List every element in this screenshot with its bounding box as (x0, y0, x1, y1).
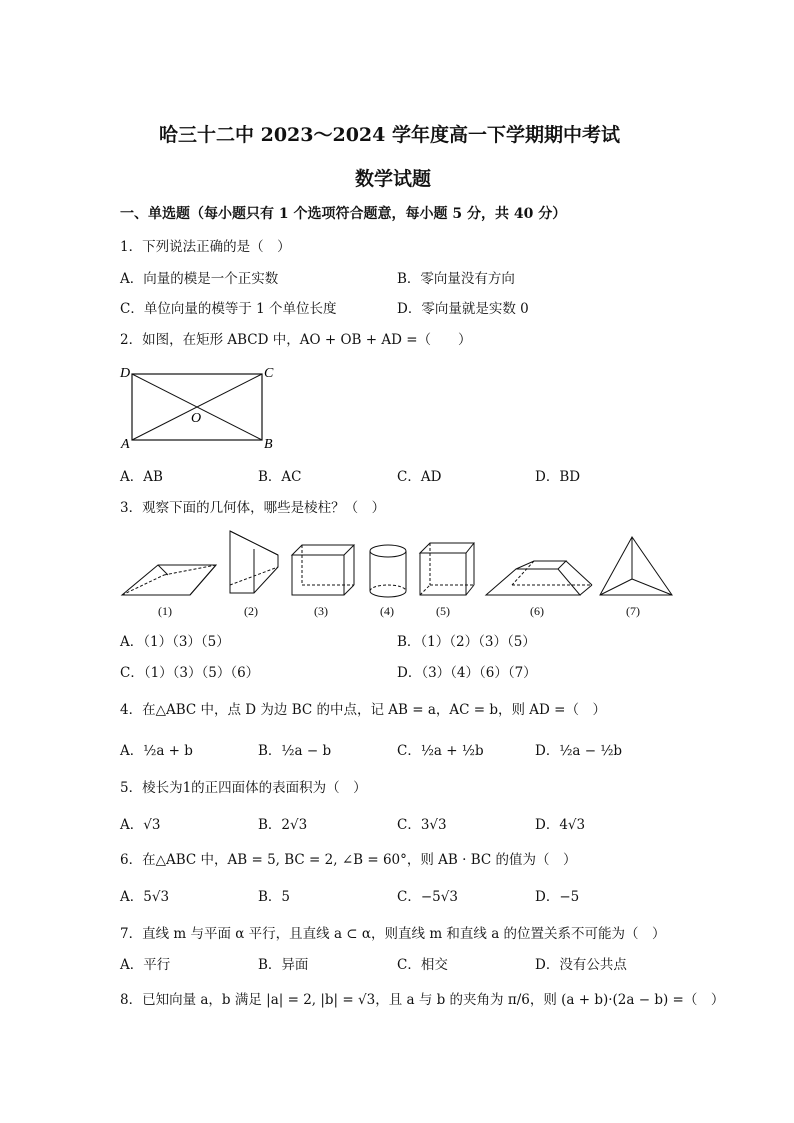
label-o: O (191, 411, 202, 426)
q6-option-a: A．5√3 (120, 889, 170, 905)
q7-stem: 7．直线 m 与平面 α 平行，且直线 a ⊂ α，则直线 m 和直线 a 的位置关系不可能为（ ） (120, 926, 666, 942)
q5-option-b: B．2√3 (258, 817, 308, 833)
q1-option-c: C．单位向量的模等于 1 个单位长度 (120, 301, 337, 317)
q3-option-b: B．（1）（2）（3）（5） (397, 634, 536, 650)
q5-stem: 5．棱长为1的正四面体的表面积为（ ） (120, 780, 367, 796)
q1-option-a: A．向量的模是一个正实数 (120, 271, 279, 287)
solid-1 (122, 565, 216, 595)
q7-option-d: D．没有公共点 (535, 957, 627, 973)
q2-option-c: C．AD (397, 469, 442, 485)
solid-7 (600, 537, 672, 595)
title-line1: 哈三十二中 2023～2024 学年度高一下学期期中考试 (159, 124, 620, 146)
fig-label-4: (4) (380, 604, 394, 618)
q2-option-b: B．AC (258, 469, 302, 485)
q2-stem: 2．如图，在矩形 ABCD 中，AO + OB + AD =（ ） (120, 332, 472, 348)
q3-option-d: D．（3）（4）（6）（7） (397, 665, 537, 681)
q3-stem: 3．观察下面的几何体，哪些是棱柱？（ ） (120, 500, 386, 516)
fig-label-6: (6) (530, 604, 544, 618)
q2-option-d: D．BD (535, 469, 581, 485)
q6-stem: 6．在△ABC 中，AB = 5, BC = 2, ∠B = 60°，则 AB · BC 的值为（ ） (120, 852, 577, 868)
fig-label-2: (2) (244, 604, 258, 618)
q4-option-b: B．½a − b (258, 743, 332, 759)
label-b: B (264, 437, 273, 452)
fig-label-7: (7) (626, 604, 640, 618)
label-d: D (120, 366, 131, 381)
q2-option-a: A．AB (120, 469, 163, 485)
solids-figure (118, 527, 678, 619)
q4-option-a: A．½a + b (120, 743, 193, 759)
solid-2 (230, 531, 278, 593)
q4-stem: 4．在△ABC 中，点 D 为边 BC 的中点，记 AB = a，AC = b，则 AD =（ ） (120, 702, 606, 718)
solid-3 (292, 545, 354, 595)
q1-option-d: D．零向量就是实数 0 (397, 301, 529, 317)
label-a: A (121, 437, 130, 452)
q5-option-d: D．4√3 (535, 817, 586, 833)
q8-stem: 8．已知向量 a，b 满足 |a| = 2, |b| = √3，且 a 与 b 的夹角为 π/6，则 (a + b)·(2a − b) =（ ） (120, 992, 725, 1008)
q5-option-c: C．3√3 (397, 817, 447, 833)
q1-stem: 1．下列说法正确的是（ ） (120, 239, 291, 255)
label-c: C (264, 366, 274, 381)
q6-option-c: C．−5√3 (397, 889, 458, 905)
q3-option-a: A．（1）（3）（5） (120, 634, 230, 650)
rectangle-figure (118, 362, 278, 454)
title-line2: 数学试题 (355, 168, 432, 190)
q4-option-c: C．½a + ½b (397, 743, 484, 759)
fig-label-3: (3) (314, 604, 328, 618)
fig-label-5: (5) (436, 604, 450, 618)
solid-4 (370, 545, 406, 597)
q5-option-a: A．√3 (120, 817, 161, 833)
q6-option-d: D．−5 (535, 889, 580, 905)
q7-option-c: C．相交 (397, 957, 448, 973)
q6-option-b: B．5 (258, 889, 291, 905)
q1-option-b: B．零向量没有方向 (397, 271, 515, 287)
solid-6 (486, 561, 592, 595)
solid-5 (420, 543, 474, 595)
q4-option-d: D．½a − ½b (535, 743, 623, 759)
q3-option-c: C．（1）（3）（5）（6） (120, 665, 260, 681)
fig-label-1: (1) (158, 604, 172, 618)
q7-option-a: A．平行 (120, 957, 171, 973)
section-heading: 一、单选题（每小题只有 1 个选项符合题意，每小题 5 分，共 40 分） (120, 206, 567, 222)
q7-option-b: B．异面 (258, 957, 309, 973)
